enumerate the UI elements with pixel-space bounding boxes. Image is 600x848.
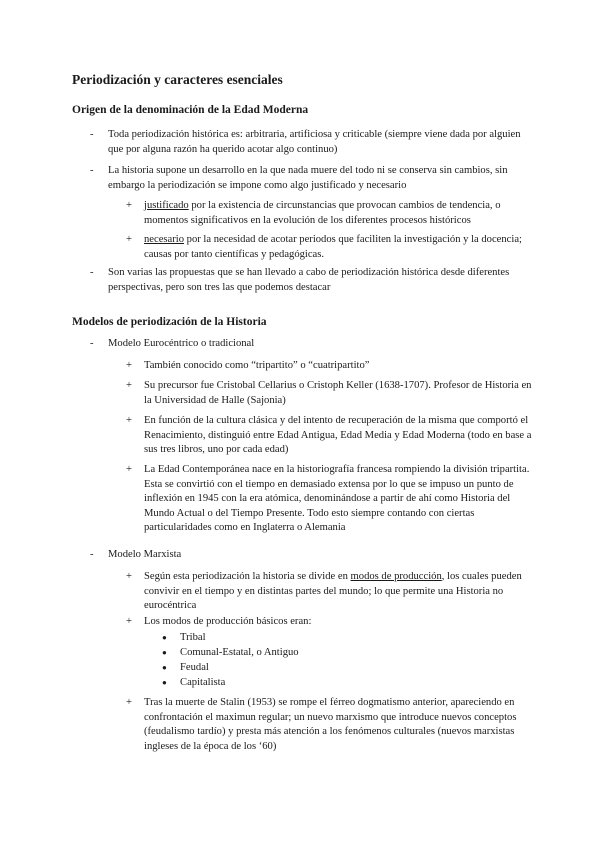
term-justificado: justificado [144,200,189,211]
dash-marker: - [90,129,94,140]
list-item [144,199,533,228]
dot-marker: ● [162,678,167,687]
list-item: Los modos de producción básicos eran: [144,616,312,627]
dash-marker: - [90,267,94,278]
dot-marker: ● [162,633,167,642]
list-item: Modelo Eurocéntrico o tradicional [108,338,255,349]
list-item: Modelo Marxista [108,549,182,560]
plus-marker: + [126,380,132,391]
list-item: Capitalista [180,677,226,688]
plus-marker: + [126,415,132,426]
plus-marker: + [126,200,132,211]
dot-marker: ● [162,648,167,657]
item-text: por la necesidad de acotar periodos que faciliten la investigación y la docencia; causas por tanto científicas y pedagógicas. [144,234,522,260]
dash-marker: - [90,338,94,349]
list-item: La historia supone un desarrollo en la que nada muere del todo ni se conserva sin cambios, sin embargo la periodización se impone como algo justificado y necesario [108,165,508,191]
dash-marker: - [90,165,94,176]
dot-marker: ● [162,663,167,672]
dash-marker: - [90,549,94,560]
item-text: , los cuales pueden convivir en el tiempo y en distintas partes del mundo; lo que permite una Historia no eurocéntrica [144,571,522,611]
list-item: Toda periodización histórica es: arbitraria, artificiosa y criticable (siempre viene dada por alguien que por alguna razón ha querido acotar algo continuo) [108,129,521,155]
list-item: En función de la cultura clásica y del intento de recuperación de la misma que comportó el Renacimiento, distinguió entre Edad Antigua, Edad Media y Edad Moderna (todo en base a sus tres libros, uno por cada edad) [144,415,532,455]
page-title: Periodización y caracteres esenciales [72,72,283,87]
item-text: Según esta periodización la historia se divide en [144,571,351,582]
plus-marker: + [126,697,132,708]
section-heading-modelos: Modelos de periodización de la Historia [72,316,267,328]
plus-marker: + [126,464,132,475]
list-item: Feudal [180,662,209,673]
list-item: También conocido como “tripartito” o “cuatripartito” [144,360,370,371]
plus-marker: + [126,360,132,371]
list-item: Comunal-Estatal, o Antiguo [180,647,299,658]
list-item: Tras la muerte de Stalin (1953) se rompe el férreo dogmatismo anterior, apareciendo en confrontación el maximun regular; un nuevo marxismo que introduce nuevos conceptos (feudalismo tardío) y presta más atención a los fenómenos culturales (nuevos marxistas ingleses de la época de los ‘60) [144,697,517,752]
section-heading-origen: Origen de la denominación de la Edad Moderna [72,104,309,116]
term-necesario: necesario [144,234,184,245]
plus-marker: + [126,571,132,582]
list-item: La Edad Contemporánea nace en la historiografía francesa rompiendo la división tripartita. Esta se convirtió con el tiempo en demasiado extensa por lo que se impuso un punto de inflexión en 1945 con la era atómica, denominándose a partir de ahí como Historia del Mundo Actual o del Tiempo Presente. Todo esto siempre contando con ciertas particularidades como en Inglaterra o Alemania [144,464,530,533]
list-item: Tribal [180,632,206,643]
term-modos-de-produccion: modos de producción [350,571,442,582]
list-item [144,233,533,262]
list-item [144,570,533,614]
item-text: por la existencia de circunstancias que provocan cambios de tendencia, o momentos significativos en la evolución de los diferentes procesos históricos [144,200,501,226]
plus-marker: + [126,616,132,627]
list-item: Su precursor fue Cristobal Cellarius o Cristoph Keller (1638-1707). Profesor de Historia en la Universidad de Halle (Sajonia) [144,380,532,406]
list-item: Son varias las propuestas que se han llevado a cabo de periodización histórica desde diferentes perspectivas, pero son tres las que podemos destacar [108,267,510,293]
plus-marker: + [126,234,132,245]
